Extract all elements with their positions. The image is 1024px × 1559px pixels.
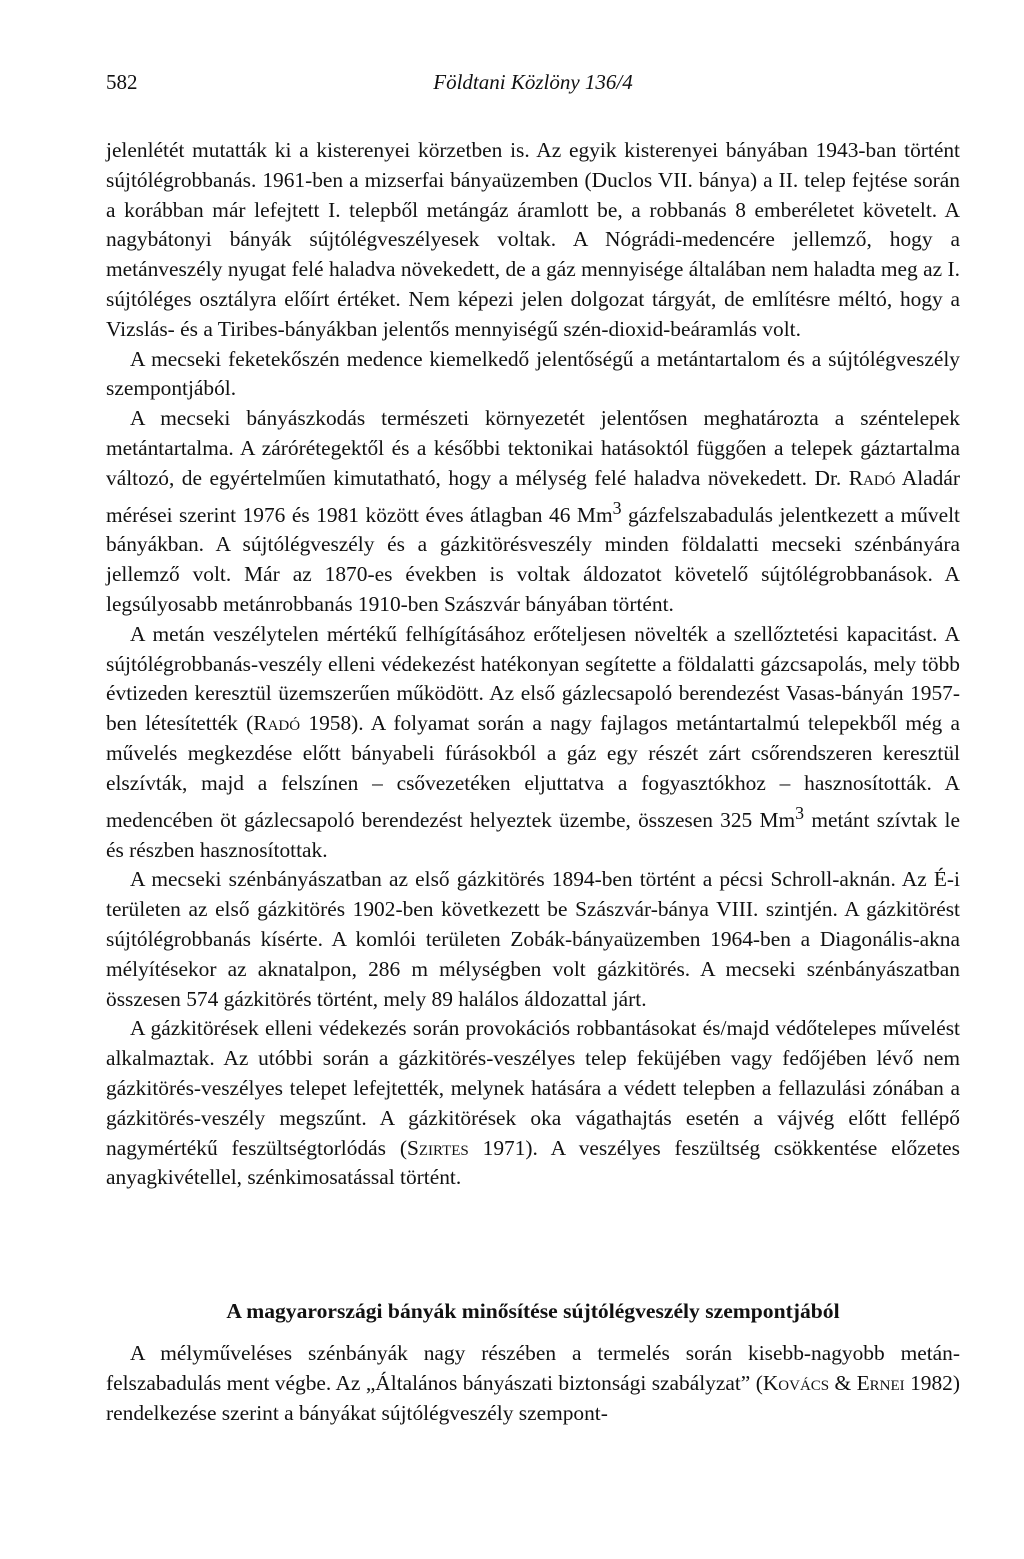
text-run: gázfelszabadulás jelentkezett a művelt bányákban. A sújtólégveszély és a gázkitörésveszély minden földalatti mecseki szénbányára jellemző volt. Már az 1870-es években is voltak áldozatot követelő sújtólégrobbanások. A legsúlyosabb metánrobbanás 1910-ben Szászvár bányában történt. [106,502,960,617]
author-name: Radó [253,711,301,736]
ampersand: & [834,1370,852,1395]
text-run: 1971). A veszélyes feszültség csökkentése előzetes anyagkivétellel, szénkimosatással történt. [106,1135,960,1190]
text-run: metánt szívtak le és részben hasznosítottak. [106,807,960,862]
text-run: A mecseki bányászkodás természeti környezetét jelentősen meghatározta a széntelepek metántartalma. A zárórétegektől és a későbbi tektonikai hatásoktól függően a telepek gáztartalma változó, de egyértelműen kimutatható, hogy a mélység felé haladva növekedett. Dr. [106,406,960,490]
superscript: 3 [612,497,622,518]
page-number: 582 [106,70,138,94]
author-name: Ernei [856,1370,905,1395]
paragraph-mecsek-intro: A mecseki feketekőszén medence kiemelkedő jelentőségű a metántartalom és a sújtólégveszély szempontjából. [106,346,960,401]
section-body [106,1339,960,1428]
journal-title: Földtani Közlöny 136/4 [433,70,633,94]
paragraph-gas-outbursts: A mecseki szénbányászatban az első gázkitörés 1894-ben történt a pécsi Schroll-aknán. Az É-i területen az első gázkitörés 1902-ben következett be Szászvár-bánya VIII. szintjén. A gázkitörést sújtólégrobbanás kísérte. A komlói területen Zobák-bányaüzemben 1964-ben a Diagonális-akna mélyítésekor az aknatalpon, 286 m mélységben volt gázkitörés. A mecseki szénbányászatban összesen 574 gázkitörés történt, mely 89 halálos áldozattal járt. [106,867,960,1011]
paragraph-mine-classification [106,1339,960,1428]
paragraph-outburst-protection [106,1014,960,1193]
text-run: Aladár mérései szerint 1976 és 1981 között éves átlagban 46 Mm [106,465,960,527]
text-run: 1982) rendelkezése szerint a bányákat sújtólégveszély szempont- [106,1370,960,1425]
text-run: A gázkitörések elleni védekezés során provokációs robbantásokat és/majd védőtelepes művelést alkalmaztak. Az utóbbi során a gázkitörés-veszélyes telep feküjében vagy fedőjében lévő nem gázkitörés-veszélyes telepet lefejtették, melynek hatására a védett telepben a fellazulási zónában a gázkitörés-veszély megszűnt. A gázkitörések oka vágathajtás esetén a vájvég előtt fellépő nagymértékű feszültségtorlódás ( [106,1016,960,1160]
author-name: Kovács [762,1370,830,1395]
paragraph-gas-drainage [106,620,960,866]
article-body [106,136,960,1193]
author-name: Radó [848,465,896,490]
section-heading: A magyarországi bányák minősítése sújtólégveszély szempontjából [226,1299,840,1323]
text-run: A mélyműveléses szénbányák nagy részében a termelés során kisebb-nagyobb metán-felszabadulás ment végbe. Az „Általános bányászati biztonsági szabályzat” ( [106,1341,960,1395]
author-name: Szirtes [406,1135,469,1160]
paragraph-nograd-basin: jelenlétét mutatták ki a kisterenyei körzetben is. Az egyik kisterenyei bányában 1943-ban történt sújtólégrobbanás. 1961-ben a mizserfai bányaüzemben (Duclos VII. bánya) a II. telep fejtése során a korábban már lefejtett I. telepből metángáz áramlott be, a robbanás 8 emberéletet követelt. A nagybátonyi bányák sújtólégveszélyesek voltak. A Nógrádi-medencére jellemző, hogy a metánveszély nyugat felé haladva növekedett, de a gáz mennyisége általában nem haladta meg az I. sújtóléges osztályra előírt értéket. Nem képezi jelen dolgozat tárgyát, de említésre méltó, hogy a Vizslás- és a Tiribes-bányákban jelentős mennyiségű szén-dioxid-beáramlás volt. [106,138,960,341]
text-run: 1958). A folyamat során a nagy fajlagos metántartalmú telepekből még a művelés megkezdése előtt bányabeli fúrásokból a gáz egy részét zárt csőrendszeren keresztül elszívták, majd a felszínen – csővezetéken eljuttatva a fogyasztókhoz – hasznosították. A medencében öt gázlecsapoló berendezést helyeztek üzembe, összesen 325 Mm [106,711,960,832]
text-run: A metán veszélytelen mértékű felhígításához erőteljesen növelték a szellőztetési kapacitást. A sújtólégrobbanás-veszély elleni védekezést hatékonyan segítette a földalatti gázcsapolás, mely több évtizeden keresztül üzemszerűen működött. Az első gázlecsapoló berendezést Vasas-bányán 1957-ben létesítették ( [106,621,960,736]
running-head [106,70,960,100]
superscript: 3 [795,802,805,823]
paragraph-mecsek-methane [106,404,960,620]
